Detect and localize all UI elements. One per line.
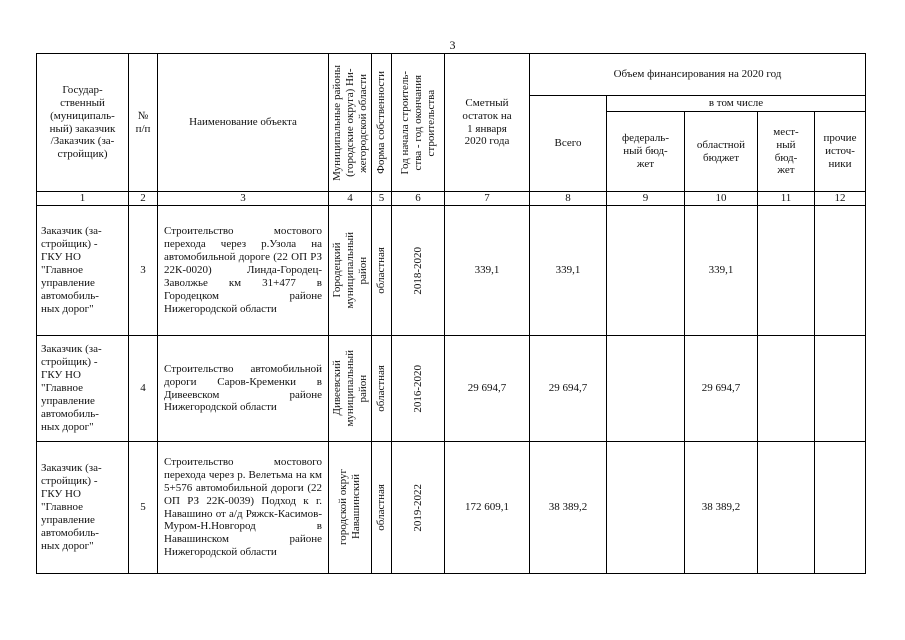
object-cell: Строительство мостового перехода через р.Узола на автомобильной дороге (22 ОП РЗ 22К-0020) Линда-Городец-Заволжье км 31+477 в Городецком районе Нижегородской области xyxy=(158,206,329,336)
col-number: 11 xyxy=(758,192,815,206)
federal-cell xyxy=(607,442,685,574)
header-other: прочие источ- ники xyxy=(815,112,866,192)
column-number-row xyxy=(37,192,866,206)
col-number: 4 xyxy=(329,192,372,206)
page-number: 3 xyxy=(449,38,456,52)
col-number: 9 xyxy=(607,192,685,206)
col-number: 5 xyxy=(372,192,392,206)
header-customer: Государ- ственный (муниципаль- ный) заказчик /Заказчик (за- стройщик) xyxy=(37,54,129,192)
ownership-cell: областная xyxy=(372,336,392,442)
district-cell: городской округ Навашинский xyxy=(329,442,372,574)
col-number: 10 xyxy=(685,192,758,206)
col-number: 12 xyxy=(815,192,866,206)
col-number: 6 xyxy=(392,192,445,206)
other-cell xyxy=(815,206,866,336)
row-number: 5 xyxy=(129,442,158,574)
object-cell: Строительство мостового перехода через р. Велетьма на км 5+576 автомобильной дороги (22 ОП РЗ 22К-0039) Подход к г. Навашино от а/д Ряжск-Касимов-Муром-Н.Новгород в Навашинском районе Нижегородской области xyxy=(158,442,329,574)
regional-cell: 339,1 xyxy=(685,206,758,336)
col-number: 2 xyxy=(129,192,158,206)
row-number: 3 xyxy=(129,206,158,336)
total-cell: 38 389,2 xyxy=(530,442,607,574)
header-num: № п/п xyxy=(129,54,158,192)
regional-cell: 29 694,7 xyxy=(685,336,758,442)
customer-cell: Заказчик (за- стройщик) - ГКУ НО "Главное управление автомобиль- ных дорог" xyxy=(37,206,129,336)
object-cell: Строительство автомобильной дороги Саров-Кременки в Дивеевском районе Нижегородской области xyxy=(158,336,329,442)
estimate-cell: 172 609,1 xyxy=(445,442,530,574)
customer-cell: Заказчик (за- стройщик) - ГКУ НО "Главное управление автомобиль- ных дорог" xyxy=(37,442,129,574)
federal-cell xyxy=(607,206,685,336)
total-cell: 339,1 xyxy=(530,206,607,336)
other-cell xyxy=(815,442,866,574)
local-cell xyxy=(758,336,815,442)
ownership-cell: областная xyxy=(372,442,392,574)
local-cell xyxy=(758,442,815,574)
estimate-cell: 339,1 xyxy=(445,206,530,336)
header-years: Год начала строитель- ства - год окончания строительства xyxy=(392,54,445,192)
financing-table xyxy=(36,53,866,574)
total-cell: 29 694,7 xyxy=(530,336,607,442)
years-cell: 2018-2020 xyxy=(392,206,445,336)
years-cell: 2016-2020 xyxy=(392,336,445,442)
ownership-cell: областная xyxy=(372,206,392,336)
federal-cell xyxy=(607,336,685,442)
district-cell: Дивеевский муниципальный район xyxy=(329,336,372,442)
table-row xyxy=(37,336,866,442)
col-number: 1 xyxy=(37,192,129,206)
header-funding: Объем финансирования на 2020 год xyxy=(530,54,866,96)
table-row xyxy=(37,442,866,574)
other-cell xyxy=(815,336,866,442)
table-row xyxy=(37,206,866,336)
header-total: Всего xyxy=(530,96,607,192)
header-regional: областной бюджет xyxy=(685,112,758,192)
header-object: Наименование объекта xyxy=(158,54,329,192)
col-number: 3 xyxy=(158,192,329,206)
col-number: 7 xyxy=(445,192,530,206)
row-number: 4 xyxy=(129,336,158,442)
col-number: 8 xyxy=(530,192,607,206)
district-cell: Городецкий муниципальный район xyxy=(329,206,372,336)
header-federal: федераль- ный бюд- жет xyxy=(607,112,685,192)
header-estimate: Сметный остаток на 1 января 2020 года xyxy=(445,54,530,192)
header-ownership: Форма собственности xyxy=(372,54,392,192)
header-local: мест- ный бюд- жет xyxy=(758,112,815,192)
years-cell: 2019-2022 xyxy=(392,442,445,574)
local-cell xyxy=(758,206,815,336)
customer-cell: Заказчик (за- стройщик) - ГКУ НО "Главное управление автомобиль- ных дорог" xyxy=(37,336,129,442)
regional-cell: 38 389,2 xyxy=(685,442,758,574)
header-including: в том числе xyxy=(607,96,866,112)
header-district: Муниципальные районы (городские округа) Ни- жегородской области xyxy=(329,54,372,192)
estimate-cell: 29 694,7 xyxy=(445,336,530,442)
